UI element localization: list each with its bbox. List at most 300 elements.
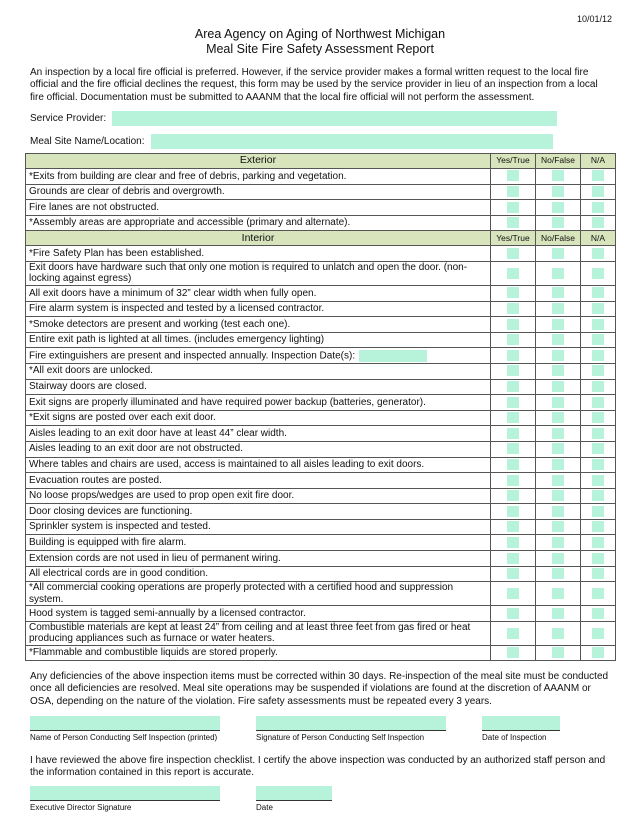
checklist-item-text: [26, 184, 491, 200]
exterior-section-title: Exterior: [26, 154, 491, 169]
table-row: [26, 215, 616, 231]
no-checkbox[interactable]: [552, 608, 564, 619]
cell-no: [536, 317, 581, 333]
cell-yes: [491, 621, 536, 645]
table-row: [26, 645, 616, 661]
checklist-item-label: Stairway doors are closed.: [29, 381, 147, 393]
executive-date-block: [256, 786, 332, 812]
checklist-item-label: Entire exit path is lighted at all times. (includes emergency lighting): [29, 334, 325, 346]
cell-yes: [491, 200, 536, 216]
printed-name-input[interactable]: [30, 716, 220, 731]
table-row: [26, 426, 616, 442]
cell-yes: [491, 246, 536, 262]
interior-section-title: Interior: [26, 231, 491, 246]
cell-yes: [491, 535, 536, 551]
no-checkbox[interactable]: [552, 350, 564, 361]
cell-no: [536, 261, 581, 285]
cell-yes: [491, 363, 536, 379]
cell-na: [581, 363, 616, 379]
table-row: [26, 200, 616, 216]
cell-na: [581, 261, 616, 285]
no-checkbox[interactable]: [552, 365, 564, 376]
cell-na: [581, 645, 616, 661]
cell-no: [536, 488, 581, 504]
checklist-item-label: Building is equipped with fire alarm.: [29, 537, 187, 549]
meal-site-label: Meal Site Name/Location:: [30, 136, 145, 147]
no-checkbox[interactable]: [552, 334, 564, 345]
checklist-item-text: [26, 395, 491, 411]
service-provider-row: [30, 111, 557, 126]
no-checkbox[interactable]: [552, 319, 564, 330]
checklist-item-text: [26, 488, 491, 504]
na-checkbox[interactable]: [592, 202, 604, 213]
inspection-date-block: [482, 716, 560, 742]
cell-na: [581, 441, 616, 457]
no-checkbox[interactable]: [552, 397, 564, 408]
checklist-body: [26, 154, 616, 661]
yes-checkbox[interactable]: [507, 268, 519, 279]
checklist-item-text: [26, 504, 491, 520]
no-checkbox[interactable]: [552, 170, 564, 181]
no-checkbox[interactable]: [552, 287, 564, 298]
na-checkbox[interactable]: [592, 287, 604, 298]
yes-checkbox[interactable]: [507, 521, 519, 532]
cell-no: [536, 504, 581, 520]
checklist-item-text: [26, 261, 491, 285]
cell-na: [581, 621, 616, 645]
no-checkbox[interactable]: [552, 248, 564, 259]
cell-yes: [491, 215, 536, 231]
na-checkbox[interactable]: [592, 521, 604, 532]
closing-paragraph: Any deficiencies of the above inspection items must be corrected within 30 days. Re-inspection of the meal site must be conducted once all deficiencies are resolved. Meal site operations may be suspended if violations are found at the discretion of AAANM or OSA, depending on the nature of the violation. Fire safety assessments must be repeated every 3 years.: [30, 671, 609, 707]
cell-no: [536, 215, 581, 231]
cell-yes: [491, 317, 536, 333]
checklist-item-label: Extension cords are not used in lieu of permanent wiring.: [29, 552, 281, 564]
checklist-item-text: [26, 457, 491, 473]
cell-na: [581, 246, 616, 262]
cell-no: [536, 441, 581, 457]
checklist-item-label: *Exits from building are clear and free of debris, parking and vegetation.: [29, 170, 347, 182]
yes-checkbox[interactable]: [507, 647, 519, 658]
checklist-item-label: Exit doors have hardware such that only one motion is required to unlatch and open the door. (non-locking against egress): [29, 261, 468, 285]
na-checkbox[interactable]: [592, 334, 604, 345]
cell-na: [581, 606, 616, 622]
cell-na: [581, 582, 616, 606]
na-checkbox[interactable]: [592, 647, 604, 658]
yes-checkbox[interactable]: [507, 350, 519, 361]
table-row: [26, 504, 616, 520]
inspector-signature-input[interactable]: [256, 716, 446, 731]
na-checkbox[interactable]: [592, 248, 604, 259]
na-checkbox[interactable]: [592, 350, 604, 361]
cell-yes: [491, 457, 536, 473]
checklist-item-label: *Exit signs are posted over each exit door.: [29, 412, 216, 424]
cell-no: [536, 200, 581, 216]
checklist-item-text: [26, 169, 491, 185]
na-checkbox[interactable]: [592, 588, 604, 599]
cell-na: [581, 410, 616, 426]
checklist-item-label: *All exit doors are unlocked.: [29, 365, 153, 377]
cell-no: [536, 457, 581, 473]
na-checkbox[interactable]: [592, 608, 604, 619]
checklist-item-text: [26, 348, 491, 364]
cell-na: [581, 348, 616, 364]
table-row: [26, 317, 616, 333]
na-checkbox[interactable]: [592, 268, 604, 279]
na-checkbox[interactable]: [592, 381, 604, 392]
yes-checkbox[interactable]: [507, 397, 519, 408]
cell-na: [581, 504, 616, 520]
no-checkbox[interactable]: [552, 428, 564, 439]
checklist-item-text: [26, 410, 491, 426]
cell-yes: [491, 582, 536, 606]
checklist-item-label: Sprinkler system is inspected and tested.: [29, 521, 211, 533]
certification-paragraph: I have reviewed the above fire inspection checklist. I certify the above inspection was conducted by an authorized staff person and the information contained in this report is accurate.: [30, 755, 606, 779]
cell-na: [581, 317, 616, 333]
cell-na: [581, 200, 616, 216]
executive-date-input[interactable]: [256, 786, 332, 801]
cell-no: [536, 621, 581, 645]
table-row: [26, 379, 616, 395]
yes-checkbox[interactable]: [507, 319, 519, 330]
inspector-signature-label: Signature of Person Conducting Self Inspection: [256, 733, 425, 742]
intro-paragraph: An inspection by a local fire official is preferred. However, if the service provider makes a formal written request to the local fire official and the fire official declines the request, this form may be used by the service provider in lieu of an inspection from a local fire official. Documentation must be submitted to AAANM that the local fire official will not perform the assessment.: [30, 67, 598, 103]
title-agency: Area Agency on Aging of Northwest Michigan: [194, 27, 446, 41]
cell-no: [536, 301, 581, 317]
checklist-item-label: *Flammable and combustible liquids are stored properly.: [29, 647, 278, 659]
yes-checkbox[interactable]: [507, 303, 519, 314]
table-row: [26, 301, 616, 317]
column-header-yes: Yes/True: [491, 231, 536, 246]
yes-checkbox[interactable]: [507, 537, 519, 548]
na-checkbox[interactable]: [592, 537, 604, 548]
cell-yes: [491, 261, 536, 285]
no-checkbox[interactable]: [552, 412, 564, 423]
cell-no: [536, 606, 581, 622]
inspection-dates-input[interactable]: [359, 350, 427, 362]
checklist-item-label: Aisles leading to an exit door have at least 44” clear width.: [29, 427, 287, 439]
checklist-item-label: Grounds are clear of debris and overgrowth.: [29, 186, 225, 198]
yes-checkbox[interactable]: [507, 568, 519, 579]
na-checkbox[interactable]: [592, 170, 604, 181]
checklist-item-label: Hood system is tagged semi-annually by a licensed contractor.: [29, 607, 306, 619]
cell-no: [536, 645, 581, 661]
cell-yes: [491, 488, 536, 504]
cell-yes: [491, 551, 536, 567]
inspector-signature-block: [256, 716, 446, 742]
checklist-item-text: [26, 426, 491, 442]
column-header-yes: Yes/True: [491, 154, 536, 169]
yes-checkbox[interactable]: [507, 506, 519, 517]
no-checkbox[interactable]: [552, 568, 564, 579]
checklist-item-label: Door closing devices are functioning.: [29, 505, 193, 517]
checklist-item-label: *Smoke detectors are present and working (test each one).: [29, 318, 291, 330]
yes-checkbox[interactable]: [507, 170, 519, 181]
na-checkbox[interactable]: [592, 303, 604, 314]
table-row: [26, 261, 616, 285]
no-checkbox[interactable]: [552, 186, 564, 197]
cell-na: [581, 379, 616, 395]
checklist-item-label: *All commercial cooking operations are properly protected with a certified hood and suppression system.: [29, 582, 454, 605]
yes-checkbox[interactable]: [507, 365, 519, 376]
na-checkbox[interactable]: [592, 553, 604, 564]
no-checkbox[interactable]: [552, 521, 564, 532]
checklist-item-label: All exit doors have a minimum of 32” clear width when fully open.: [29, 287, 317, 299]
na-checkbox[interactable]: [592, 568, 604, 579]
table-row: [26, 410, 616, 426]
checklist-item-label: *Fire Safety Plan has been established.: [29, 247, 205, 259]
cell-no: [536, 551, 581, 567]
cell-no: [536, 348, 581, 364]
no-checkbox[interactable]: [552, 506, 564, 517]
table-row: [26, 246, 616, 262]
cell-no: [536, 582, 581, 606]
na-checkbox[interactable]: [592, 319, 604, 330]
checklist-item-label: All electrical cords are in good condition.: [29, 568, 208, 580]
no-checkbox[interactable]: [552, 381, 564, 392]
yes-checkbox[interactable]: [507, 287, 519, 298]
cell-yes: [491, 645, 536, 661]
cell-yes: [491, 473, 536, 489]
no-checkbox[interactable]: [552, 588, 564, 599]
na-checkbox[interactable]: [592, 428, 604, 439]
checklist-item-label: Fire extinguishers are present and inspected annually. Inspection Date(s):: [29, 350, 356, 362]
na-checkbox[interactable]: [592, 506, 604, 517]
no-checkbox[interactable]: [552, 202, 564, 213]
cell-no: [536, 410, 581, 426]
cell-na: [581, 169, 616, 185]
inspection-date-input[interactable]: [482, 716, 560, 731]
cell-no: [536, 169, 581, 185]
na-checkbox[interactable]: [592, 186, 604, 197]
cell-na: [581, 519, 616, 535]
table-row: [26, 169, 616, 185]
checklist-item-label: Evacuation routes are posted.: [29, 474, 162, 486]
no-checkbox[interactable]: [552, 443, 564, 454]
column-header-no: No/False: [536, 154, 581, 169]
checklist-item-label: Combustible materials are kept at least 24” from ceiling and at least three feet from gas fired or heat producing appliances such as furnace or water heaters.: [29, 621, 471, 645]
inspection-date-label: Date of Inspection: [482, 733, 547, 742]
yes-checkbox[interactable]: [507, 553, 519, 564]
yes-checkbox[interactable]: [507, 459, 519, 470]
no-checkbox[interactable]: [552, 303, 564, 314]
checklist-item-text: [26, 441, 491, 457]
executive-signature-label: Executive Director Signature: [30, 803, 132, 812]
cell-na: [581, 426, 616, 442]
checklist-item-text: [26, 301, 491, 317]
meal-site-input[interactable]: [151, 134, 553, 149]
cell-yes: [491, 395, 536, 411]
table-row: [26, 363, 616, 379]
yes-checkbox[interactable]: [507, 334, 519, 345]
checklist-item-text: [26, 519, 491, 535]
exterior-section-header: [26, 154, 616, 169]
cell-na: [581, 215, 616, 231]
no-checkbox[interactable]: [552, 647, 564, 658]
cell-no: [536, 395, 581, 411]
cell-yes: [491, 410, 536, 426]
na-checkbox[interactable]: [592, 475, 604, 486]
no-checkbox[interactable]: [552, 475, 564, 486]
cell-yes: [491, 169, 536, 185]
na-checkbox[interactable]: [592, 412, 604, 423]
checklist-item-label: Exit signs are properly illuminated and have required power backup (batteries, generator).: [29, 396, 426, 408]
checklist-item-text: [26, 535, 491, 551]
checklist-item-text: [26, 363, 491, 379]
checklist-item-text: [26, 246, 491, 262]
checklist-item-text: [26, 645, 491, 661]
page-title: [0, 27, 640, 57]
checklist-item-text: [26, 566, 491, 582]
cell-yes: [491, 606, 536, 622]
table-row: [26, 473, 616, 489]
na-checkbox[interactable]: [592, 628, 604, 639]
cell-yes: [491, 426, 536, 442]
table-row: [26, 582, 616, 606]
cell-yes: [491, 504, 536, 520]
interior-section-header: [26, 231, 616, 246]
yes-checkbox[interactable]: [507, 381, 519, 392]
yes-checkbox[interactable]: [507, 202, 519, 213]
cell-na: [581, 301, 616, 317]
checklist-item-text: [26, 285, 491, 301]
service-provider-label: Service Provider:: [30, 113, 107, 124]
table-row: [26, 606, 616, 622]
table-row: [26, 566, 616, 582]
no-checkbox[interactable]: [552, 537, 564, 548]
checklist-item-text: [26, 582, 491, 606]
checklist-item-label: Aisles leading to an exit door are not obstructed.: [29, 443, 244, 455]
table-row: [26, 184, 616, 200]
checklist-item-text: [26, 215, 491, 231]
na-checkbox[interactable]: [592, 365, 604, 376]
table-row: [26, 535, 616, 551]
table-row: [26, 621, 616, 645]
yes-checkbox[interactable]: [507, 217, 519, 228]
yes-checkbox[interactable]: [507, 490, 519, 501]
no-checkbox[interactable]: [552, 459, 564, 470]
cell-no: [536, 184, 581, 200]
cell-na: [581, 488, 616, 504]
printed-name-block: [30, 716, 220, 742]
checklist-item-label: Fire alarm system is inspected and tested by a licensed contractor.: [29, 303, 325, 315]
checklist-item-text: [26, 379, 491, 395]
na-checkbox[interactable]: [592, 459, 604, 470]
cell-yes: [491, 441, 536, 457]
no-checkbox[interactable]: [552, 490, 564, 501]
cell-na: [581, 535, 616, 551]
column-header-na: N/A: [581, 154, 616, 169]
yes-checkbox[interactable]: [507, 628, 519, 639]
executive-signature-block: [30, 786, 220, 812]
table-row: [26, 441, 616, 457]
checklist-item-label: No loose props/wedges are used to prop open exit fire door.: [29, 490, 295, 502]
checklist-item-label: Where tables and chairs are used, access is maintained to all aisles leading to exit doors.: [29, 459, 425, 471]
no-checkbox[interactable]: [552, 628, 564, 639]
cell-na: [581, 457, 616, 473]
cell-no: [536, 535, 581, 551]
column-header-na: N/A: [581, 231, 616, 246]
table-row: [26, 488, 616, 504]
table-row: [26, 457, 616, 473]
table-row: [26, 332, 616, 348]
na-checkbox[interactable]: [592, 490, 604, 501]
yes-checkbox[interactable]: [507, 475, 519, 486]
cell-na: [581, 551, 616, 567]
table-row: [26, 551, 616, 567]
executive-date-label: Date: [256, 803, 273, 812]
cell-no: [536, 332, 581, 348]
table-row: [26, 395, 616, 411]
cell-yes: [491, 285, 536, 301]
cell-no: [536, 473, 581, 489]
cell-yes: [491, 519, 536, 535]
cell-no: [536, 363, 581, 379]
cell-yes: [491, 379, 536, 395]
cell-na: [581, 285, 616, 301]
table-row: [26, 519, 616, 535]
service-provider-input[interactable]: [112, 111, 557, 126]
cell-yes: [491, 184, 536, 200]
cell-no: [536, 519, 581, 535]
checklist-item-label: Fire lanes are not obstructed.: [29, 201, 160, 213]
cell-na: [581, 184, 616, 200]
cell-yes: [491, 566, 536, 582]
title-report: Meal Site Fire Safety Assessment Report: [206, 42, 434, 56]
checklist-item-text: [26, 317, 491, 333]
yes-checkbox[interactable]: [507, 443, 519, 454]
yes-checkbox[interactable]: [507, 608, 519, 619]
na-checkbox[interactable]: [592, 397, 604, 408]
cell-no: [536, 379, 581, 395]
no-checkbox[interactable]: [552, 553, 564, 564]
checklist-item-text: [26, 473, 491, 489]
checklist-table: [25, 153, 616, 661]
yes-checkbox[interactable]: [507, 186, 519, 197]
cell-yes: [491, 332, 536, 348]
cell-no: [536, 566, 581, 582]
cell-yes: [491, 301, 536, 317]
table-row: [26, 285, 616, 301]
yes-checkbox[interactable]: [507, 248, 519, 259]
yes-checkbox[interactable]: [507, 412, 519, 423]
executive-signature-input[interactable]: [30, 786, 220, 801]
yes-checkbox[interactable]: [507, 588, 519, 599]
cell-na: [581, 332, 616, 348]
no-checkbox[interactable]: [552, 268, 564, 279]
cell-no: [536, 246, 581, 262]
checklist-item-text: [26, 606, 491, 622]
na-checkbox[interactable]: [592, 443, 604, 454]
no-checkbox[interactable]: [552, 217, 564, 228]
cell-no: [536, 285, 581, 301]
checklist-item-text: [26, 332, 491, 348]
cell-yes: [491, 348, 536, 364]
meal-site-row: [30, 134, 553, 149]
cell-na: [581, 395, 616, 411]
table-row: [26, 348, 616, 364]
column-header-no: No/False: [536, 231, 581, 246]
cell-no: [536, 426, 581, 442]
printed-name-label: Name of Person Conducting Self Inspection (printed): [30, 733, 218, 742]
checklist-item-text: [26, 621, 491, 645]
form-date: 10/01/12: [576, 14, 612, 24]
checklist-item-text: [26, 551, 491, 567]
cell-na: [581, 566, 616, 582]
checklist-item-text: [26, 200, 491, 216]
yes-checkbox[interactable]: [507, 428, 519, 439]
na-checkbox[interactable]: [592, 217, 604, 228]
